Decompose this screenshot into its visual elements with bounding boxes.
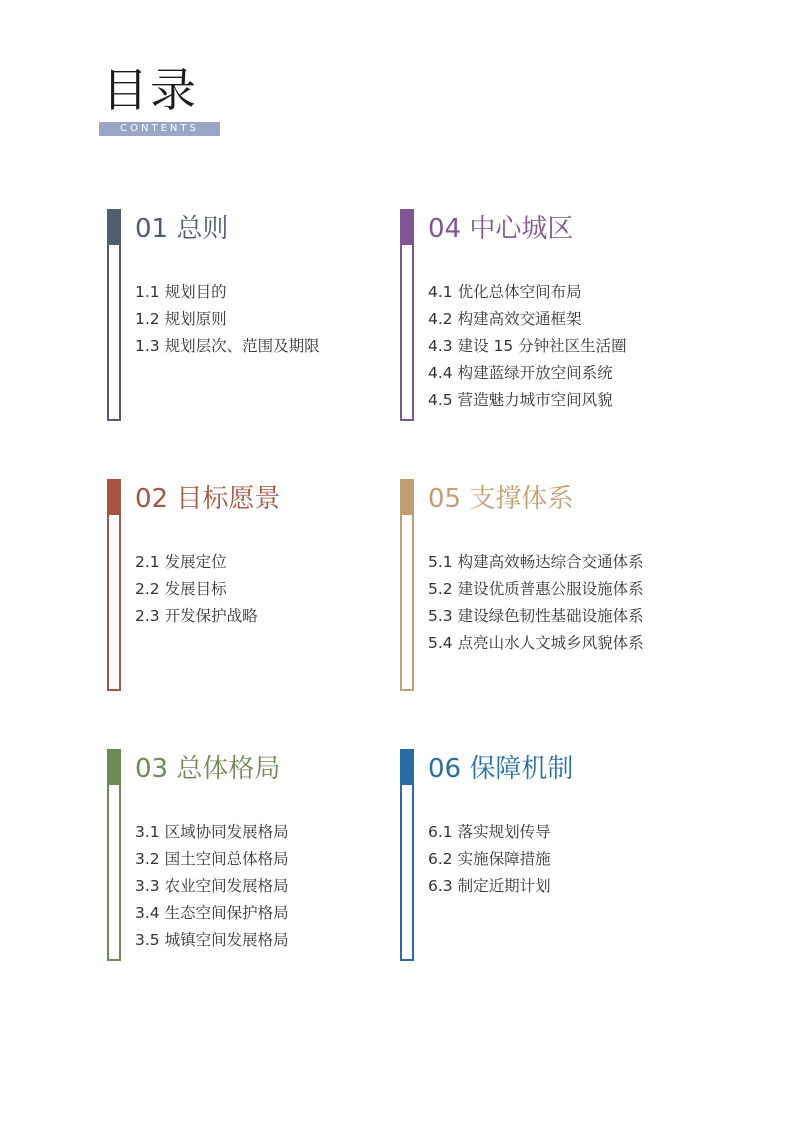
toc-section-02 bbox=[107, 479, 407, 694]
section-accent-fill bbox=[107, 209, 121, 245]
toc-item[interactable]: 4.1 优化总体空间布局 bbox=[428, 283, 582, 301]
toc-item[interactable]: 1.3 规划层次、范围及期限 bbox=[135, 337, 320, 355]
toc-section-03 bbox=[107, 749, 407, 964]
section-accent-fill bbox=[107, 479, 121, 515]
toc-item[interactable]: 4.2 构建高效交通框架 bbox=[428, 310, 582, 328]
section-accent-fill bbox=[400, 479, 414, 515]
contents-label: CONTENTS bbox=[99, 122, 220, 136]
toc-item[interactable]: 3.2 国土空间总体格局 bbox=[135, 850, 289, 868]
toc-item[interactable]: 5.3 建设绿色韧性基础设施体系 bbox=[428, 607, 644, 625]
toc-item[interactable]: 4.4 构建蓝绿开放空间系统 bbox=[428, 364, 613, 382]
toc-item[interactable]: 2.1 发展定位 bbox=[135, 553, 227, 571]
section-heading[interactable]: 04 中心城区 bbox=[428, 214, 574, 244]
toc-item[interactable]: 1.2 规划原则 bbox=[135, 310, 227, 328]
toc-item[interactable]: 6.2 实施保障措施 bbox=[428, 850, 551, 868]
toc-item[interactable]: 3.5 城镇空间发展格局 bbox=[135, 931, 289, 949]
section-heading[interactable]: 01 总则 bbox=[135, 214, 229, 244]
toc-item[interactable]: 6.1 落实规划传导 bbox=[428, 823, 551, 841]
toc-section-01 bbox=[107, 209, 407, 424]
page-title: 目录 bbox=[102, 63, 198, 117]
toc-item[interactable]: 3.1 区域协同发展格局 bbox=[135, 823, 289, 841]
toc-item[interactable]: 2.2 发展目标 bbox=[135, 580, 227, 598]
toc-section-04 bbox=[400, 209, 700, 424]
section-heading[interactable]: 05 支撑体系 bbox=[428, 484, 574, 514]
toc-item[interactable]: 3.4 生态空间保护格局 bbox=[135, 904, 289, 922]
toc-item[interactable]: 5.2 建设优质普惠公服设施体系 bbox=[428, 580, 644, 598]
section-accent-fill bbox=[400, 749, 414, 785]
section-item-list bbox=[428, 549, 644, 657]
section-item-list bbox=[135, 549, 258, 630]
toc-section-06 bbox=[400, 749, 700, 964]
toc-item[interactable]: 5.1 构建高效畅达综合交通体系 bbox=[428, 553, 644, 571]
toc-item[interactable]: 3.3 农业空间发展格局 bbox=[135, 877, 289, 895]
toc-item[interactable]: 1.1 规划目的 bbox=[135, 283, 227, 301]
section-item-list bbox=[135, 819, 289, 954]
section-heading[interactable]: 02 目标愿景 bbox=[135, 484, 281, 514]
toc-item[interactable]: 2.3 开发保护战略 bbox=[135, 607, 258, 625]
section-heading[interactable]: 06 保障机制 bbox=[428, 754, 574, 784]
toc-item[interactable]: 6.3 制定近期计划 bbox=[428, 877, 551, 895]
toc-item[interactable]: 4.5 营造魅力城市空间风貌 bbox=[428, 391, 613, 409]
section-accent-fill bbox=[107, 749, 121, 785]
toc-item[interactable]: 5.4 点亮山水人文城乡风貌体系 bbox=[428, 634, 644, 652]
toc-item[interactable]: 4.3 建设 15 分钟社区生活圈 bbox=[428, 337, 627, 355]
toc-section-05 bbox=[400, 479, 700, 694]
section-heading[interactable]: 03 总体格局 bbox=[135, 754, 281, 784]
section-item-list bbox=[428, 819, 551, 900]
section-item-list bbox=[135, 279, 320, 360]
section-accent-fill bbox=[400, 209, 414, 245]
section-item-list bbox=[428, 279, 627, 414]
